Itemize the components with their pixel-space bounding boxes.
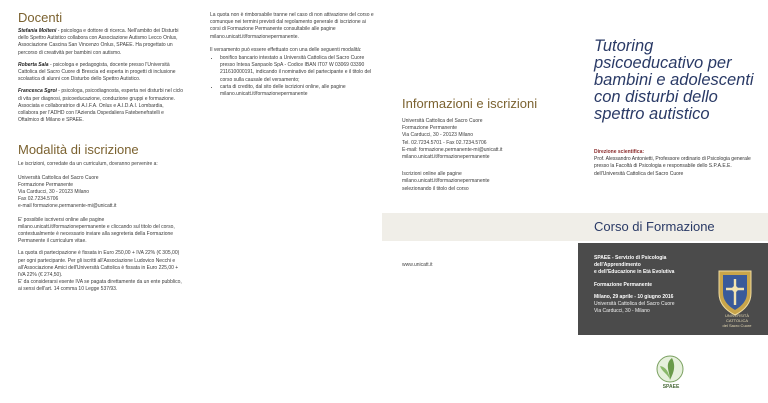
course-title: Tutoring psicoeducativo per bambini e adolescenti con disturbi dello spettro autistico bbox=[594, 37, 754, 123]
university-logo-text: UNIVERSITÀ CATTOLICA del Sacro Cuore bbox=[722, 313, 752, 328]
modalita-address: Università Cattolica del Sacro Cuore Formazione Permanente Via Carducci, 30 - 20123 Milano Fax 02.7234.5706 e-mail formazione.permanente-mi@unicatt.it bbox=[18, 174, 117, 210]
modalita-intro: Le iscrizioni, corredate da un curriculum, dovranno pervenire a: bbox=[18, 161, 158, 168]
course-date: Milano, 29 aprile - 10 giugno 2016 bbox=[594, 293, 674, 300]
spaee-line-4: Formazione Permanente bbox=[594, 281, 653, 288]
band-title: Corso di Formazione bbox=[594, 219, 715, 234]
modalita-iva: E' da considerarsi esente IVA se pagata direttamente da un ente pubblico, ai sensi dell'art. 14 comma 10 Legge 537/93. bbox=[18, 279, 182, 293]
university-logo-icon bbox=[712, 267, 758, 319]
modalita-online: E' possibile iscriversi online alle pagine milano.unicatt.it/formazionepermanente e cliccando sul titolo del corso, contestualmente è necessario inviare alla segreteria della Formazione Permanente il curriculum vitae. bbox=[18, 216, 175, 245]
spaee-line-2: dell'Apprendimento bbox=[594, 262, 641, 269]
info-online: Iscrizioni online alle pagine milano.unicatt.it/formazionepermanente selezionando il titolo del corso bbox=[402, 171, 490, 192]
modalita-title: Modalità di iscrizione bbox=[18, 142, 139, 158]
payment-refund: La quota non è rimborsabile tranne nel caso di non attivazione del corso e comunque nei termini previsti dal regolamento generale di iscrizione ai corsi di Formazione Permanente consultabile alle pagine milano.unicatt.it/formazionepermanente. bbox=[210, 12, 374, 40]
docenti-title: Docenti bbox=[18, 10, 63, 25]
panel-payment bbox=[200, 0, 380, 403]
bio-sgroi: Francesca Sgroi - psicologa, psicodiagnosta, esperta nei disturbi nel ciclo di vita per diagnosi, psicoeducazione, conduzione gruppi e formazione. Associata e collaboratrice di A.I.F.A. Onlus e A.I.D.A.I. Lombardia, collabora per l'ADHD con l'Azienda Ospedaliera Fatebenefratelli e Oftalmico di Milano e SPAEE. bbox=[18, 88, 184, 124]
modalita-quota: La quota di partecipazione è fissata in Euro 250,00 + IVA 22% (€ 305,00) per ogni partecipante. Per gli iscritti all'Associazione Ludovico Necchi e all'Associazione Amici dell'Università Cattolica è fissata in Euro 225,00 + IVA 22% (€ 274,50). bbox=[18, 250, 180, 279]
panel-cover bbox=[580, 0, 768, 403]
direction-block bbox=[594, 149, 762, 178]
course-info-box bbox=[578, 243, 768, 335]
course-place-1: Università Cattolica del Sacro Cuore bbox=[594, 301, 675, 308]
bio-sala: Roberta Sala - psicologa e pedagogista, docente presso l'Università Cattolica del Sacro Cuore di Brescia ed esperta in progetti di inclusione scolastica di alunni con Disturbo dello Spettro Autistico. bbox=[18, 61, 176, 83]
spaee-line-3: e dell'Educazione in Età Evolutiva bbox=[594, 269, 675, 276]
info-address: Università Cattolica del Sacro Cuore Formazione Permanente Via Carducci, 30 - 20123 Milano Tel. 02.7234.5701 - Fax 02.7234.5706 E-mail: formazione.permanente-mi@unicatt.it milano.unicatt.it/formazionepermanente bbox=[402, 118, 503, 161]
bio-molteni: Stefania Molteni - psicologa e dottore di ricerca. Nell'ambito dei Disturbi dello Spettro Autistico collabora con Associazione Autismo Lecco Onlus, Associazione Cascina San Vincenzo Onlus, SPAEE. Ha progettato un percorso di creatività per bambini con autismo. bbox=[18, 28, 179, 56]
spaee-logo-text: SPAEE bbox=[662, 384, 680, 390]
direction-label: Direzione scientifica: bbox=[594, 149, 645, 155]
course-place-2: Via Carducci, 30 - Milano bbox=[594, 308, 650, 315]
spaee-line-1: SPAEE - Servizio di Psicologia bbox=[594, 255, 667, 261]
website-link[interactable]: www.unicatt.it bbox=[402, 262, 433, 268]
payment-modes: Il versamento può essere effettuato con una delle seguenti modalità: bbox=[210, 46, 362, 53]
payment-item-card: • carta di credito, dal sito delle iscrizioni online, alle pagine milano.unicatt.it/formazionepermanente bbox=[220, 84, 374, 98]
payment-list bbox=[210, 55, 374, 98]
direction-text: Prof. Alessandro Antonietti, Professore ordinario di Psicologia generale presso la Facoltà di Psicologia e responsabile dello S.P.A.E.E. dell'Università Cattolica del Sacro Cuore bbox=[594, 156, 751, 177]
course-band bbox=[382, 213, 768, 241]
panel-info bbox=[392, 0, 580, 403]
info-title: Informazioni e iscrizioni bbox=[402, 96, 538, 111]
payment-item-bank: • bonifico bancario intestato a Università Cattolica del Sacro Cuore presso Intesa Sanpaolo SpA - Codice IBAN IT07 W 03069 03390 211610000191, indicando il nominativo del partecipante e il titolo del corso sulla causale del versamento; bbox=[220, 55, 374, 84]
panel-docenti bbox=[0, 0, 192, 403]
